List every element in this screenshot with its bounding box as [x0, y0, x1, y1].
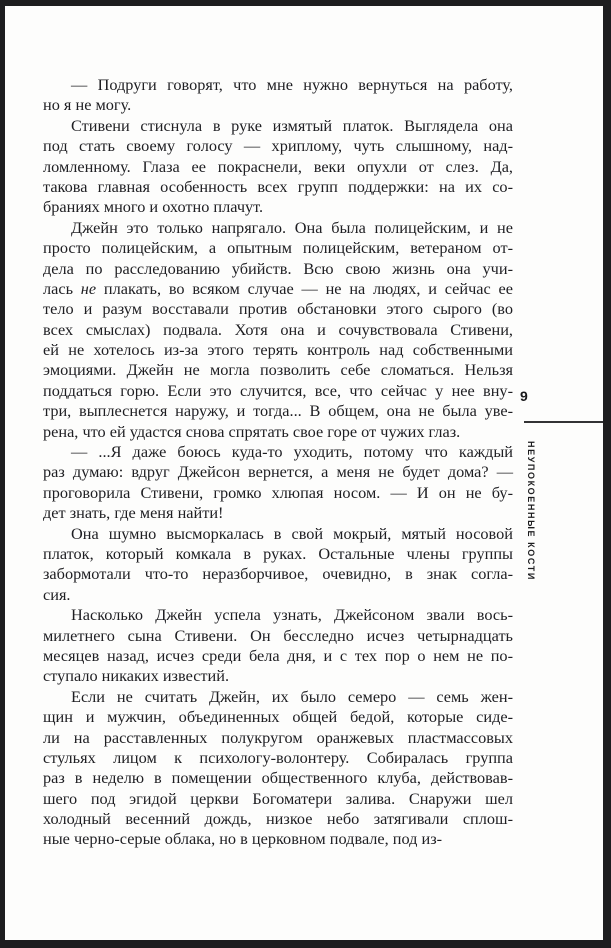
text-line: Она шумно высморкалась в свой мокрый, мятый носовой [71, 523, 513, 543]
text-line: Джейн это только напрягало. Она была полицейским, и не [71, 217, 513, 237]
text-line: такова главная особенность всех групп поддержки: на их со- [43, 176, 513, 196]
text-line: дет знать, где меня найти! [43, 503, 224, 523]
text-line [43, 279, 513, 299]
text-line: браниях много и охотно плачут. [43, 197, 264, 217]
text-line: три, выплеснется наружу, и тогда... В общем, она не была уве- [43, 401, 513, 421]
text-line: Если не считать Джейн, их было семеро — семь жен- [71, 686, 513, 706]
page-frame-top [0, 0, 611, 6]
text-line: Стивени стиснула в руке измятый платок. Выглядела она [71, 115, 513, 135]
text-line: милетнего сына Стивени. Он бесследно исчез четырнадцать [43, 625, 513, 645]
text-line: месяцев назад, исчез среди бела дня, и с тех пор о нем не по- [43, 645, 513, 665]
page-frame-right [603, 0, 611, 948]
text-line: дела по расследованию убийств. Всю свою жизнь она учи- [43, 258, 513, 278]
text-line: сия. [43, 584, 71, 604]
text-line: ступало никаких известий. [43, 666, 230, 686]
text-line: проговорила Стивени, громко хлюпая носом. — И он не бу- [43, 482, 513, 502]
text-line: ли на расставленных полукругом оранжевых пластмассовых [43, 727, 513, 747]
text-line: рена, что ей удастся снова спрятать свое горе от чужих глаз. [43, 421, 461, 441]
text-line: раз в неделю в помещении общественного клуба, действовав- [43, 768, 513, 788]
text-line: под стать своему голосу — хриплому, чуть слышному, над- [43, 136, 513, 156]
text-line: эмоциями. Джейн не могла позволить себе сломаться. Нельзя [43, 360, 513, 380]
text-line: холодный весенний дождь, низкое небо затягивали сплош- [43, 809, 513, 829]
text-line: шего под эгидой церкви Богоматери залива. Снаружи шел [43, 788, 513, 808]
text-line: забормотали что-то неразборчивое, очевидно, в знак согла- [43, 564, 513, 584]
page-number: 9 [520, 388, 528, 404]
text-line: ные черно-серые облака, но в церковном подвале, под из- [43, 829, 443, 849]
text-line-part: лась [43, 278, 81, 298]
text-line: просто полицейским, а опытным полицейским, ветераном от- [43, 238, 513, 258]
text-line: всех смыслах) подвала. Хотя она и сочувствовала Стивени, [43, 319, 513, 339]
text-line: ей не хотелось из-за этого терять контроль над собственными [43, 340, 513, 360]
text-line: тело и разум восставали против обстановки этого сырого (во [43, 299, 513, 319]
page-text-block [43, 75, 513, 850]
text-line: — Подруги говорят, что мне нужно вернуться на работу, [71, 75, 513, 94]
italic-emphasis: не [80, 278, 97, 298]
text-line: щин и мужчин, объединенных общей бедой, которые сиде- [43, 707, 513, 727]
page-frame-left [0, 0, 5, 948]
text-line: раз думаю: вдруг Джейсон вернется, а меня не будет дома? — [43, 462, 513, 482]
text-line: ломленному. Глаза ее покраснели, веки опухли от слез. Да, [43, 156, 513, 176]
margin-rule [524, 421, 603, 423]
text-line: — ...Я даже боюсь куда-то уходить, потому что каждый [71, 442, 513, 462]
book-title-vertical: НЕУПОКОЕННЫЕ КОСТИ [526, 441, 536, 581]
text-line: Насколько Джейн успела узнать, Джейсоном звали вось- [71, 605, 513, 625]
text-line: но я не могу. [43, 95, 132, 115]
page-frame-bottom [0, 940, 611, 948]
text-line-part: плакать, во всяком случае — не на людях, и сейчас ее [96, 278, 513, 298]
text-line: стульях лицом к психологу-волонтеру. Собиралась группа [43, 747, 513, 767]
text-line: платок, который комкала в руках. Остальные члены группы [43, 543, 513, 563]
text-line: поддаться горю. Если это случится, все, что сейчас у нее вну- [43, 380, 513, 400]
